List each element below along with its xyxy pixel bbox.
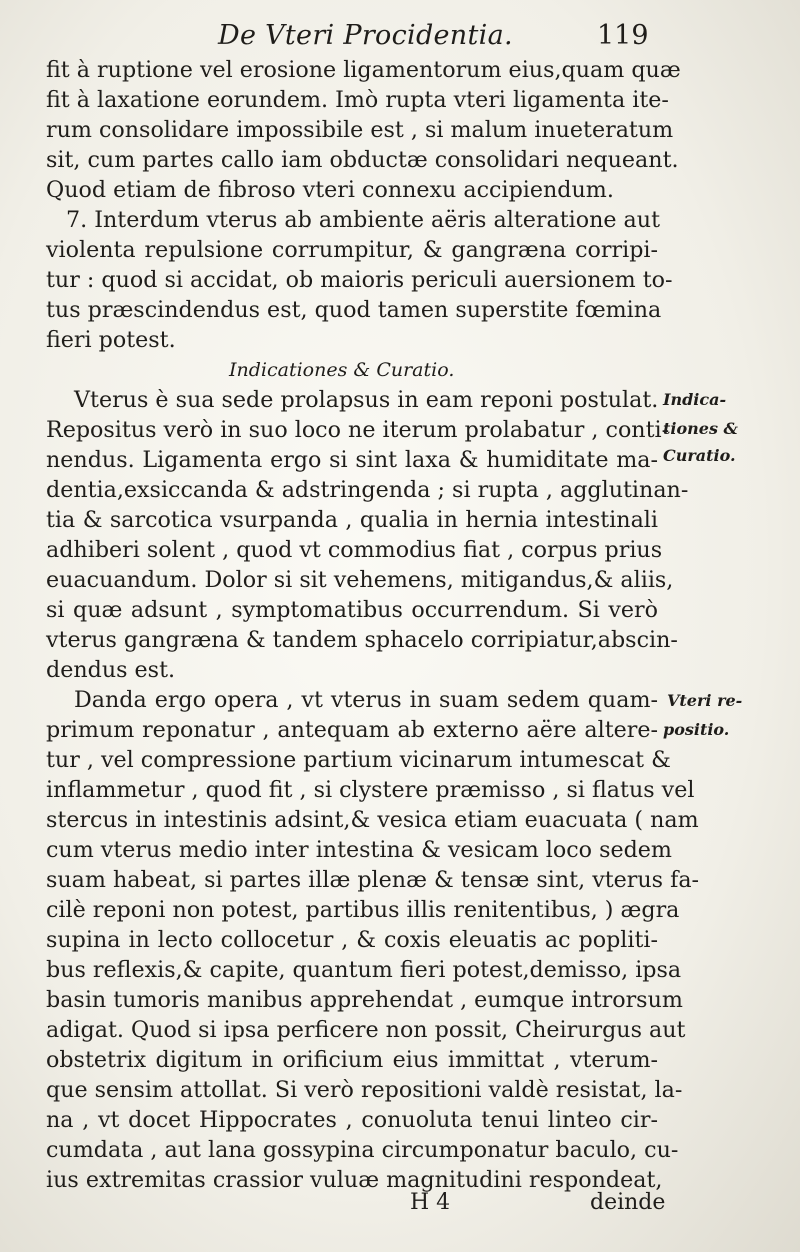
text-line: fit à ruptione vel erosione ligamentorum eius,quam quæ [46,57,681,83]
page-number: 119 [597,20,649,51]
margin-note: Curatio. [663,446,736,465]
text-line: dendus est. [46,657,176,683]
signature-mark: H 4 [410,1190,451,1215]
text-line: tur : quod si accidat, ob maioris periculi auersionem to- [46,267,673,293]
margin-note: positio. [663,720,730,739]
text-line: primum reponatur , antequam ab externo aëre altere- [46,717,658,743]
text-line: tus præscindendus est, quod tamen superstite fœmina [46,297,662,323]
text-line: que sensim attollat. Si verò repositioni valdè resistat, la- [46,1077,683,1103]
catchword: deinde [590,1190,666,1215]
text-line: Danda ergo opera , vt vterus in suam sedem quam- [74,687,658,713]
running-title: De Vteri Procidentia. [218,20,513,51]
text-line: tur , vel compressione partium vicinarum intumescat & [46,747,671,773]
margin-note: Indica- [663,390,727,409]
text-line: 7. Interdum vterus ab ambiente aëris alteratione aut [66,207,660,233]
text-line: adigat. Quod si ipsa perficere non possit, Cheirurgus aut [46,1017,686,1043]
text-line: cumdata , aut lana gossypina circumponatur baculo, cu- [46,1137,679,1163]
text-line: cum vterus medio inter intestina & vesicam loco sedem [46,837,672,863]
text-line: Repositus verò in suo loco ne iterum prolabatur , conti- [46,417,670,443]
text-line: Quod etiam de fibroso vteri connexu accipiendum. [46,177,614,203]
text-line: si quæ adsunt , symptomatibus occurrendum. Si verò [46,597,658,623]
text-line: suam habeat, si partes illæ plenæ & tensæ sint, vterus fa- [46,867,700,893]
margin-note: tiones & [663,419,738,438]
text-line: Vterus è sua sede prolapsus in eam reponi postulat. [74,387,659,413]
text-line: cilè reponi non potest, partibus illis renitentibus, ) ægra [46,897,680,923]
section-heading: Indicationes & Curatio. [229,359,455,381]
text-line: violenta repulsione corrumpitur, & gangræna corripi- [46,237,658,263]
margin-notes [663,0,800,1252]
text-line: fieri potest. [46,327,176,353]
text-line: supina in lecto collocetur , & coxis eleuatis ac popliti- [46,927,658,953]
text-line: stercus in intestinis adsint,& vesica etiam euacuata ( nam [46,807,699,833]
text-line: euacuandum. Dolor si sit vehemens, mitigandus,& aliis, [46,567,674,593]
page-footer [0,1190,800,1230]
text-line: nendus. Ligamenta ergo si sint laxa & humiditate ma- [46,447,658,473]
text-line: rum consolidare impossibile est , si malum inueteratum [46,117,674,143]
text-line: ius extremitas crassior vuluæ magnitudini respondeat, [46,1167,663,1193]
text-line: na , vt docet Hippocrates , conuoluta tenui linteo cir- [46,1107,658,1133]
text-line: vterus gangræna & tandem sphacelo corripiatur,abscin- [46,627,678,653]
text-line: tia & sarcotica vsurpanda , qualia in hernia intestinali [46,507,658,533]
margin-note: Vteri re- [667,691,743,710]
text-line: basin tumoris manibus apprehendat , eumque introrsum [46,987,683,1013]
text-line: fit à laxatione eorundem. Imò rupta vteri ligamenta ite- [46,87,669,113]
text-line: bus reflexis,& capite, quantum fieri potest,demisso, ipsa [46,957,682,983]
text-line: dentia,exsiccanda & adstringenda ; si rupta , agglutinan- [46,477,689,503]
text-line: sit, cum partes callo iam obductæ consolidari nequeant. [46,147,679,173]
text-line: obstetrix digitum in orificium eius immittat , vterum- [46,1047,658,1073]
text-line: inflammetur , quod fit , si clystere præmisso , si flatus vel [46,777,695,803]
text-line: adhiberi solent , quod vt commodius fiat , corpus prius [46,537,663,563]
